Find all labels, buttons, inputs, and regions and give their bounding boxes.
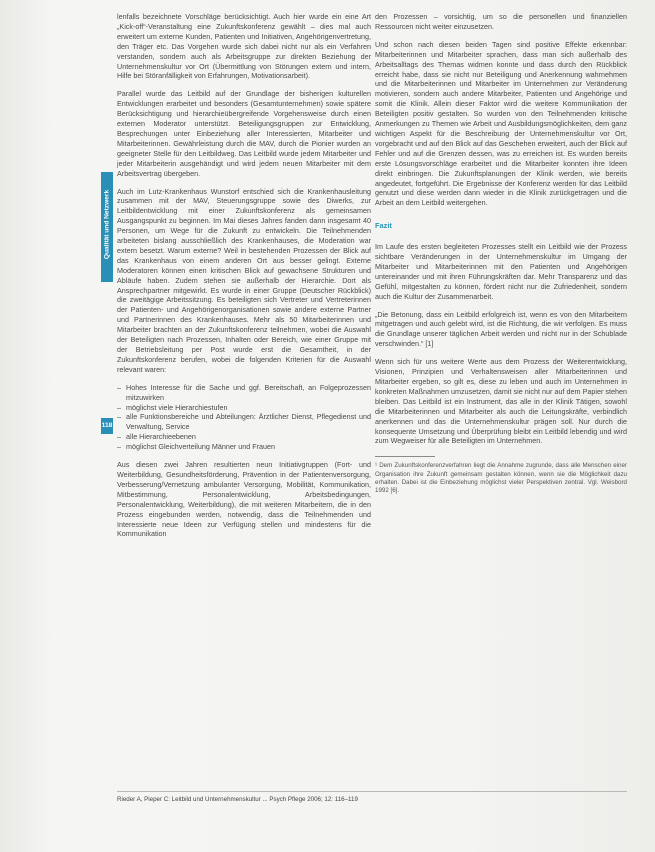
quote-paragraph: „Die Betonung, dass ein Leitbild erfolgreich ist, wenn es von den Mitarbeitern mitgetragen und auch gelebt wird, ist die Richtung, die wir verfolgen. Es muss die Grundlage unserer täglichen Arbeit werden und nicht nur in der Schublade verschwinden.“ [1] — [375, 309, 627, 349]
criteria-list-item: – möglichst Gleichverteilung Männer und Frauen — [117, 442, 371, 452]
criteria-list-item: – alle Funktionsbereiche und Abteilungen: Ärztlicher Dienst, Pflegedienst und Verwaltung, Service — [117, 412, 371, 432]
section-side-tab — [101, 172, 113, 282]
section-heading-fazit: Fazit — [375, 221, 392, 231]
left-paragraph-1: lenfalls bezeichnete Vorschläge berücksichtigt. Auch hier wurde ein eine Art „Kick-off“-Veranstaltung eine Zukunftskonferenz gewählt – dies mal auch erweitert um externe Kunden, Patienten und Initiativen, Angehörigenvertretung, den Träger etc. Das Vorgehen wurde sich dabei nicht nur als ein Verfahren verstanden, sondern auch als Arbeitsgruppe zur direkten Beziehung der Unternehmenskultur vor Ort (Übermittlung von Störungen extern und intern, Hilfe bei Störanfälligkeit von Erfahrungen, Motivationsarbeit). — [117, 12, 371, 81]
footnote: ¹ Dem Zukunftskonferenzverfahren liegt die Annahme zugrunde, dass alle Menschen einer Organisation ihre Zukunft gemeinsam gestalten können, wenn sie die Möglichkeit dazu erhalten. Dabei ist die Einbeziehung möglichst vieler Perspektiven zentral. Vgl. Weisbord 1992 [6]. — [375, 462, 627, 495]
criteria-list — [117, 383, 371, 452]
right-paragraph-4: Wenn sich für uns weitere Werte aus dem Prozess der Weiterentwicklung, Visionen, Prinzipien und Verhaltensweisen aller Mitarbeiterinnen und Mitarbeiter ergeben, so gilt es, diese zu leben und auch im Unternehmen in konkreten Maßnahmen umzusetzen, damit sie nicht nur auf dem Papier stehen bleiben. Das Leitbild ist ein Instrument, das alle in der Klinik Tätigen, sowohl die Mitarbeiterinnen und Mitarbeiter als auch die Leitungskräfte, verbindlich anerkennen und das die Unternehmenskultur prägen soll. Nur durch die konsequente Umsetzung und Überprüfung bleibt ein Leitbild lebendig und wird zum Wegweiser für alle Beteiligten im Unternehmen. — [375, 357, 627, 446]
criteria-list-item: – Hohes Interesse für die Sache und ggf. Bereitschaft, an Folgeprozessen mitzuwirken — [117, 383, 371, 403]
right-paragraph-3: Im Laufe des ersten begleiteten Prozesses stellt ein Leitbild wie der Prozess sichtbare Veränderungen in der Unternehmenskultur im Umgang der Mitarbeiter und Mitarbeiterinnen mit den Patienten und Angehörigen untereinander und mit ihren Führungskräften dar. Mehr Transparenz und das Gefühl, mitgestalten zu können, fördert nicht nur die Zufriedenheit, sondern auch die Kultur der Zusammenarbeit. — [375, 242, 627, 301]
footnote-divider — [375, 456, 435, 457]
left-column — [117, 12, 371, 547]
criteria-list-item: – möglichst viele Hierarchiestufen — [117, 403, 371, 413]
left-paragraph-3: Auch im Lutz-Krankenhaus Wunstorf entschied sich die Krankenhausleitung zusammen mit der MAV, Steuerungsgruppe sowie des Diwerks, zur Leitbildentwicklung mit einer Zukunftskonferenz als gemeinsamen Ausgangspunkt zu beginnen. Im Mai dieses Jahres fanden dann insgesamt 40 Personen, um Wege für die Zukunft zu entwickeln. Die Teilnehmenden arbeiteten bislang ausschließlich des Krankenhauses, die Moderation war extern besetzt. Warum externe? Weil in bestehenden Prozessen der Blick auf das Krankenhaus von einem anderen Ort aus besser gelingt. Externe Moderatoren können einen kritischen Blick auf gewachsene Strukturen und Abläufe haben. Zudem stehen sie außerhalb der Hierarchie. Dort als Ansprechpartner mitgewirkt. Es wurde in einer Gruppe (Deutscher Rückblick) die zweitägige Arbeitssitzung. Es beteiligten sich Vertreter und Vertreterinnen der Patienten- und Angehörigenorganisationen sowie andere externe Partner und Partnerinnen des Krankenhauses. Mehr als 50 Mitarbeiterinnen und Mitarbeiter brachten an der Zukunftskonferenz teilnehmen, wobei die Auswahl der Beteiligten nach Prozessen, Inhalten oder Bereich, wie einer Gruppe mit der Betriebsleitung per Post wurde erst die Gesamtheit, in der Zukunftskonferenz berufen, wobei die folgenden Kriterien für die Auswahl relevant waren: — [117, 186, 371, 374]
left-paragraph-2: Parallel wurde das Leitbild auf der Grundlage der bisherigen kulturellen Entwicklungen erarbeitet und besonders (Gesamtunternehmen) sowie spätere Berücksichtigung und hierarchieübergreifende Vorgehensweise durch einen externen Moderator unterstützt. Beteiligungsgruppen zur Entwicklung, Besprechungen unter Einbeziehung aller Interessierten, Mitarbeiter und Mitarbeiterinnen. Gewährleistung durch die MAV, durch die Pionier wurden an geeigneter Stelle für den Leitbildweg. Das Leitbild wurde jedem Mitarbeiter und jeder Mitarbeiterin ausgehändigt und wird jedem neuen Mitarbeiter mit dem Arbeitsvertrag übergeben. — [117, 89, 371, 178]
criteria-list-item: – alle Hierarchieebenen — [117, 432, 371, 442]
right-paragraph-2: Und schon nach diesen beiden Tagen sind positive Effekte erkennbar: Mitarbeiterinnen und Mitarbeiter sprachen, dass man sich außerhalb des Arbeitsalltags des Themas widmen konnte und dass durch den Rückblick erreicht habe, dass sie nicht nur Beteiligung und Anerkennung wahrnehmen und die Mitarbeiterinnen und Mitarbeiter im Unternehmen zur Veränderung motivieren, sondern auch andere Mitarbeiter, Patienten und Angehörige und somit die Klinik. Allein dieser Faktor wird die weitere Kommunikation der Beteiligten positiv gestalten. So wurden von den Teilnehmenden kritische Anmerkungen zu Themen wie Arbeit und Ausbildungsmöglichkeiten, dem ganz wichtigen Aspekt für die Beschreibung der Unternehmenskultur vor Ort, vorgebracht und auf den Blick auf das Geschehen erweitert, auch der Blick auf Fehler und auf die Grenzen dessen, was zu erreichen ist. Es wurden bereits erste Lösungsvorschläge erarbeitet und die Mitarbeiter konnten ihre Ideen direkt einbringen. Die Zukunftsplanungen der Klinik werden, wie bereits angedeutet, fortgeführt. Die Ergebnisse der Konferenz werden für das Leitbild genutzt und diese werden dann wieder in die Klinik zurückgetragen und die Arbeit an dem Leitbild weitergehen. — [375, 39, 627, 208]
section-side-tab-label: Qualität und Netzwerk — [103, 189, 111, 260]
right-column — [375, 12, 627, 496]
footer-divider — [117, 791, 627, 792]
page-number-tab: 118 — [101, 418, 113, 434]
right-paragraph-1: den Prozessen – vorsichtig, um so die personellen und finanziellen Ressourcen nicht weiter einzusetzen. — [375, 12, 627, 31]
left-paragraph-4: Aus diesen zwei Jahren resultierten neun Initiativgruppen (Fort- und Weiterbildung, Gesundheitsförderung, Prävention in der Patientenversorgung, Verbesserung/Vernetzung ambulanter Versorgung, Mobilität, Kommunikation, Mitbestimmung, Personalentwicklung, Arbeitsbedingungen, Personalentwicklung, Weiterbildung), die mit weiteren Mitarbeitern, die in den Prozess eingebunden werden, notwendig, dass die Teilnehmenden und Interessierte neue Ideen zur Verfügung stellen und mindestens für die Kommunikation — [117, 460, 371, 539]
citation-footer: Rieder A, Pieper C: Leitbild und Unternehmenskultur ... Psych Pflege 2006; 12: 116–119 — [117, 796, 358, 803]
